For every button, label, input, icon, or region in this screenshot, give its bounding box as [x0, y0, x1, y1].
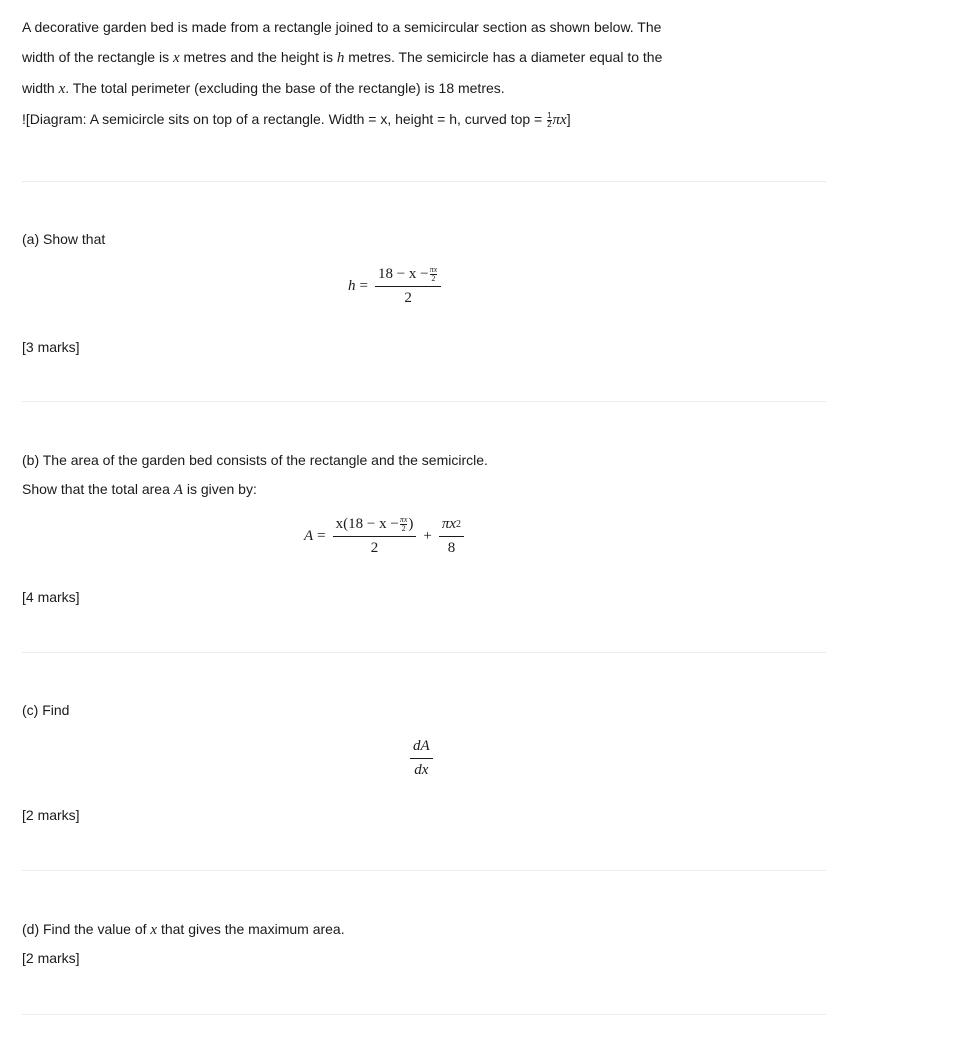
- var-h: h: [336, 50, 345, 66]
- fraction: $\frac{dA}{dx}$: [410, 738, 433, 779]
- part-a-prompt: (a) Show that: [22, 231, 106, 247]
- equation-area: A = x(18 − x − $\frac{\pi x}{2}$ ) 2 + πx 2 8: [304, 516, 467, 557]
- part-b-prompt-1: (b) The area of the garden bed consists of the rectangle and the semicircle.: [22, 452, 488, 468]
- fraction: 18 − x − $\frac{\pi x}{2}$ 2: [375, 266, 441, 307]
- part-c-prompt: (c) Find: [22, 702, 70, 718]
- part-b-marks: [4 marks]: [22, 589, 80, 605]
- half-fraction: $\frac{1}{2}$: [547, 110, 552, 129]
- section-divider: [22, 1014, 826, 1015]
- var-x: x: [58, 81, 66, 97]
- section-divider: [22, 401, 826, 402]
- fraction: x(18 − x − $\frac{\pi x}{2}$ ) 2: [333, 516, 417, 557]
- equation-derivative: [407, 738, 436, 779]
- intro-line-1: A decorative garden bed is made from a rectangle joined to a semicircular section as shown below. The: [22, 19, 662, 35]
- var-x: x: [172, 50, 180, 66]
- section-divider: [22, 870, 826, 871]
- diagram-placeholder: ![Diagram: A semicircle sits on top of a rectangle. Width = x, height = h, curved top = $\frac{1}{2}$ πx]: [22, 110, 571, 129]
- equation-h: h = 18 − x − $\frac{\pi x}{2}$ 2: [348, 266, 444, 307]
- intro-line-3: width x. The total perimeter (excluding the base of the rectangle) is 18 metres.: [22, 80, 505, 97]
- fraction: πx 2 8: [439, 516, 464, 557]
- part-c-marks: [2 marks]: [22, 807, 80, 823]
- intro-line-2: width of the rectangle is x metres and the height is h metres. The semicircle has a diameter equal to the: [22, 49, 663, 66]
- part-b-prompt-2: Show that the total area A is given by:: [22, 481, 257, 498]
- question-intro: [22, 0, 826, 135]
- part-d-prompt: (d) Find the value of x that gives the maximum area.: [22, 921, 345, 938]
- section-divider: [22, 652, 826, 653]
- part-a-marks: [3 marks]: [22, 339, 80, 355]
- section-divider: [22, 181, 826, 182]
- part-d-marks: [2 marks]: [22, 950, 80, 966]
